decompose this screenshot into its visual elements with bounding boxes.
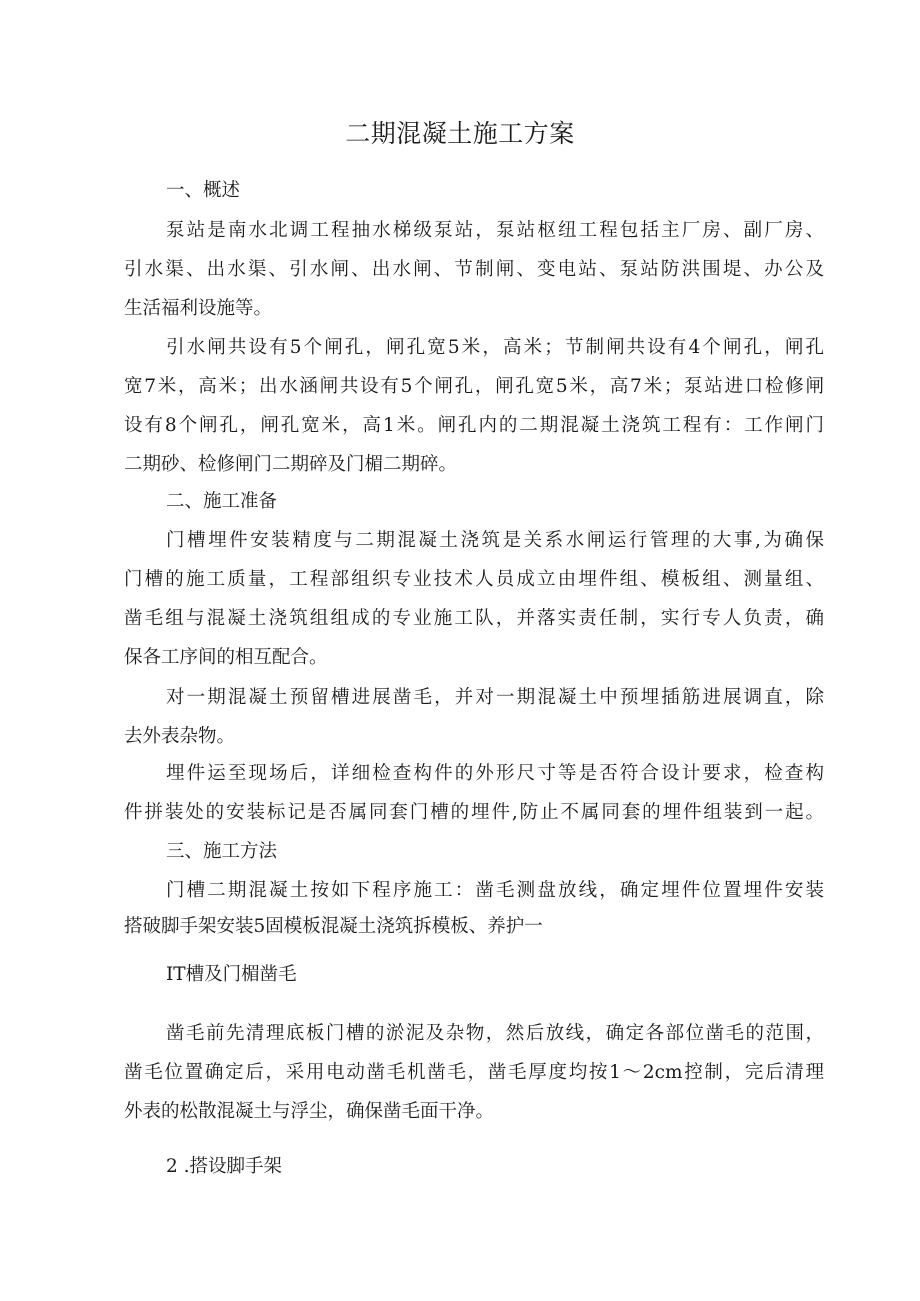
paragraph-line: 对一期混凝土预留槽进展凿毛，并对一期混凝土中预埋插筋进展调直，除 (166, 687, 824, 708)
section-heading-method: 三、施工方法 (166, 841, 278, 862)
subsection-heading: IT槽及门楣凿毛 (166, 964, 297, 985)
paragraph-line: 门槽埋件安装精度与二期混凝土浇筑是关系水闸运行管理的大事,为确保 (166, 530, 824, 551)
paragraph-line: 搭破脚手架安装5固模板混凝土浇筑拆模板、养护一 (124, 916, 543, 937)
section-heading-overview: 一、概述 (166, 180, 241, 201)
paragraph-line: 泵站是南水北调工程抽水梯级泵站，泵站枢纽工程包括主厂房、副厂房、 (166, 220, 824, 241)
paragraph-line: 生活福利设施等。 (124, 298, 273, 319)
paragraph-line: 宽7米，高米；出水涵闸共设有5个闸孔，闸孔宽5米，高7米；泵站进口检修闸 (124, 376, 824, 397)
paragraph-line: 外表的松散混凝土与浮尘，确保凿毛面干净。 (124, 1101, 495, 1122)
paragraph-line: 引水渠、出水渠、引水闸、出水闸、节制闸、变电站、泵站防洪围堤、办公及 (124, 259, 824, 280)
paragraph-line: 件拼装处的安装标记是否属同套门槽的埋件,防止不属同套的埋件组装到一起。 (124, 802, 824, 823)
paragraph-line: 去外表杂物。 (124, 726, 236, 747)
paragraph-line: 凿毛组与混凝土浇筑组组成的专业施工队，并落实责任制，实行专人负责，确 (124, 608, 824, 629)
paragraph-line: 门槽的施工质量，工程部组织专业技术人员成立由埋件组、模板组、测量组、 (124, 569, 824, 590)
paragraph-line: 凿毛位置确定后，采用电动凿毛机凿毛，凿毛厚度均按1～2cm控制，完后清理 (124, 1062, 824, 1083)
page-title: 二期混凝土施工方案 (345, 119, 575, 148)
subsection-heading: 2 .搭设脚手架 (166, 1156, 283, 1177)
paragraph-line: 埋件运至现场后，详细检查构件的外形尺寸等是否符合设计要求，检查构 (166, 763, 824, 784)
paragraph-line: 引水闸共设有5个闸孔，闸孔宽5米，高米；节制闸共设有4个闸孔，闸孔 (166, 337, 824, 358)
paragraph-line: 设有8个闸孔，闸孔宽米，高1米。闸孔内的二期混凝土浇筑工程有：工作闸门 (124, 415, 824, 436)
section-heading-preparation: 二、施工准备 (166, 491, 278, 512)
paragraph-line: 保各工序间的相互配合。 (124, 647, 328, 668)
paragraph-line: 门槽二期混凝土按如下程序施工：凿毛测盘放线，确定埋件位置埋件安装 (166, 880, 824, 901)
paragraph-line: 凿毛前先清理底板门槽的淤泥及杂物，然后放线，确定各部位凿毛的范围， (166, 1023, 824, 1044)
paragraph-line: 二期砂、检修闸门二期碎及门楣二期碎。 (124, 454, 458, 475)
